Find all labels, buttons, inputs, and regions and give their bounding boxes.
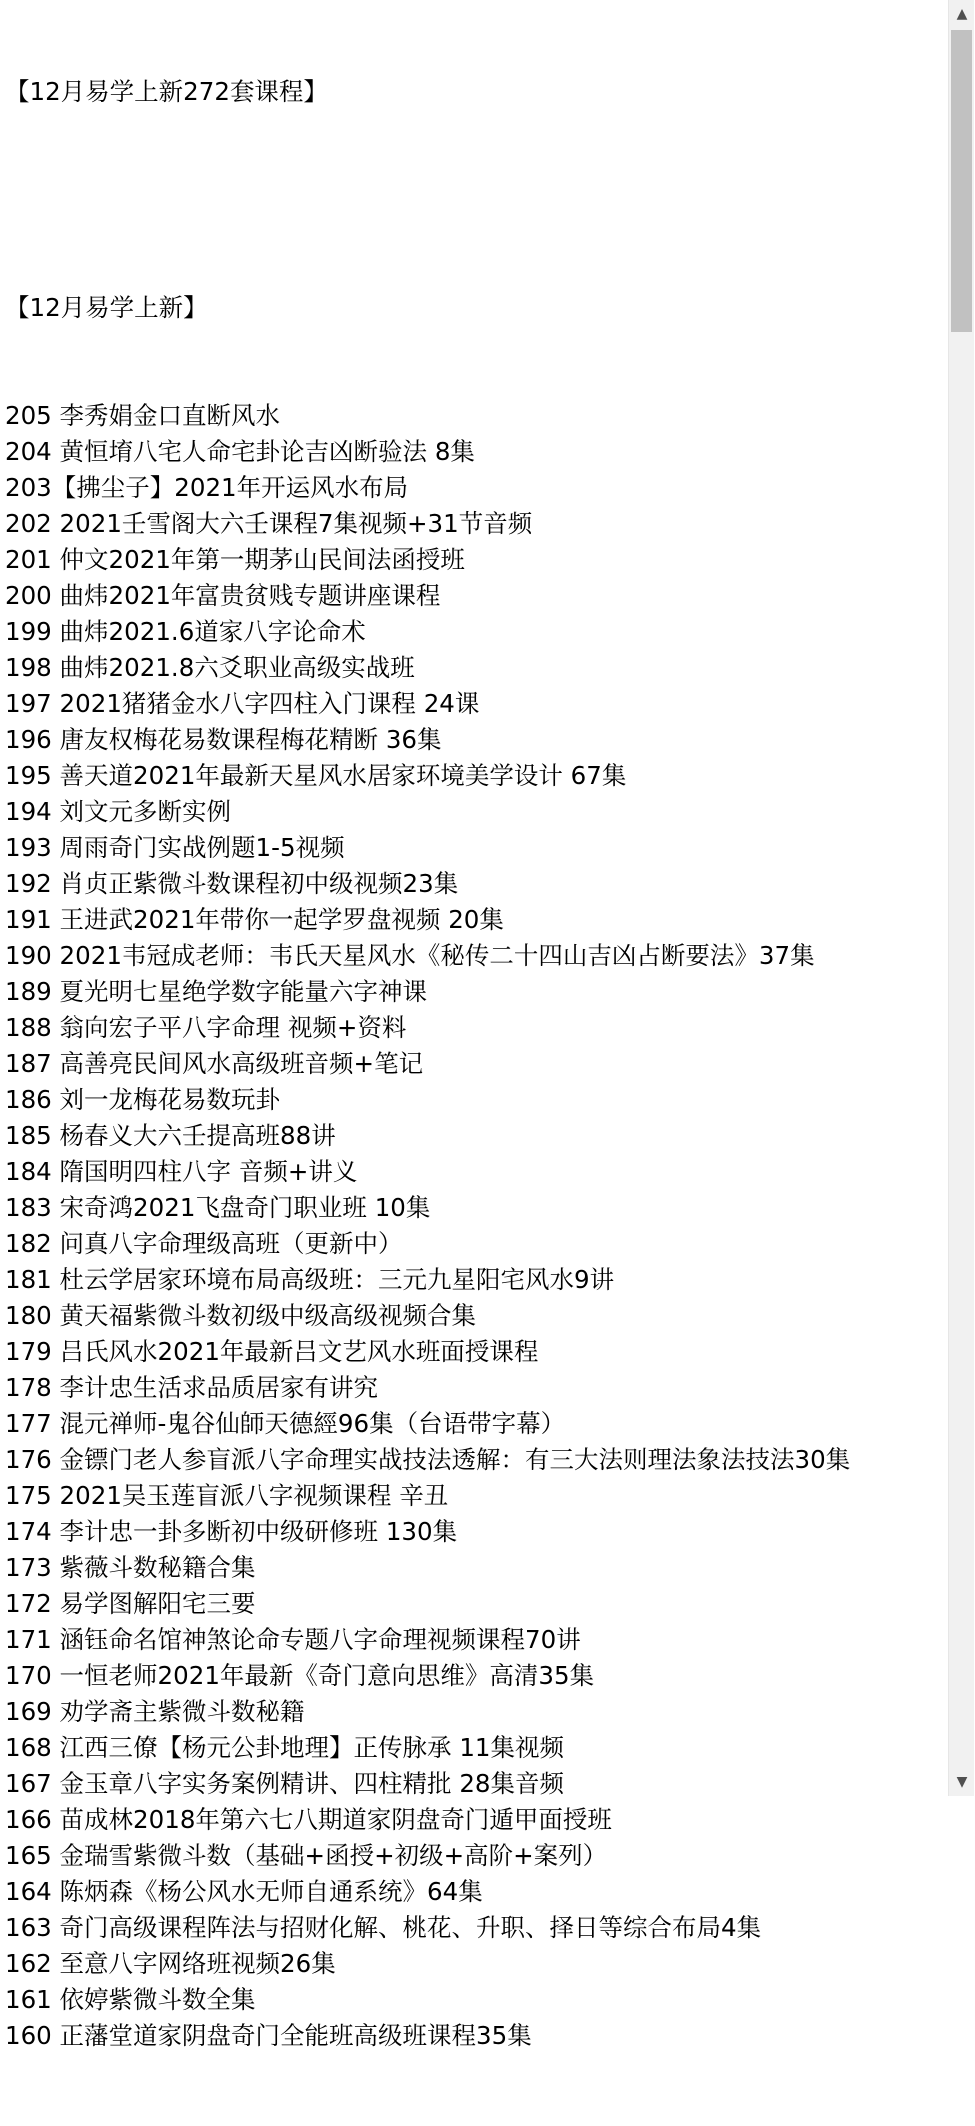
- course-line: 188 翁向宏子平八字命理 视频+资料: [5, 1013, 407, 1042]
- course-line: 193 周雨奇门实战例题1-5视频: [5, 833, 345, 862]
- course-line: 174 李计忠一卦多断初中级研修班 130集: [5, 1517, 458, 1546]
- course-line: 177 混元禅师-鬼谷仙師天德經96集（台语带字幕）: [5, 1409, 566, 1438]
- course-line: 184 隋国明四柱八字 音频+讲义: [5, 1157, 358, 1186]
- course-line: 180 黄天福紫微斗数初级中级高级视频合集: [5, 1301, 477, 1330]
- course-line: 164 陈炳森《杨公风水无师自通系统》64集: [5, 1877, 483, 1906]
- vertical-scrollbar[interactable]: [948, 0, 974, 1796]
- course-line: 173 紫薇斗数秘籍合集: [5, 1553, 256, 1582]
- course-line: 191 王进武2021年带你一起学罗盘视频 20集: [5, 905, 504, 934]
- course-line: 187 高善亮民间风水高级班音频+笔记: [5, 1049, 424, 1078]
- course-line: 169 劝学斋主紫微斗数秘籍: [5, 1697, 305, 1726]
- course-line: 172 易学图解阳宅三要: [5, 1589, 256, 1618]
- course-line: 185 杨春义大六壬提高班88讲: [5, 1121, 336, 1150]
- course-line: 194 刘文元多断实例: [5, 797, 232, 826]
- course-line: 192 肖贞正紫微斗数课程初中级视频23集: [5, 869, 459, 898]
- course-line: 201 仲文2021年第一期茅山民间法函授班: [5, 545, 465, 574]
- course-line: 183 宋奇鸿2021飞盘奇门职业班 10集: [5, 1193, 431, 1222]
- course-line: 167 金玉章八字实务案例精讲、四柱精批 28集音频: [5, 1769, 565, 1798]
- course-list-text: [5, 2, 910, 2126]
- course-line: 197 2021猪猪金水八字四柱入门课程 24课: [5, 689, 480, 718]
- course-line: 196 唐友权梅花易数课程梅花精断 36集: [5, 725, 442, 754]
- course-line: 179 吕氏风水2021年最新吕文艺风水班面授课程: [5, 1337, 539, 1366]
- blank-line: [5, 182, 910, 218]
- section-title: 【12月易学上新】: [5, 293, 208, 322]
- course-line: 176 金镖门老人参盲派八字命理实战技法透解：有三大法则理法象法技法30集: [5, 1445, 851, 1474]
- scroll-down-arrow-icon[interactable]: ▼: [956, 1774, 968, 1790]
- course-line: 175 2021吴玉莲盲派八字视频课程 辛丑: [5, 1481, 449, 1510]
- course-line: 182 问真八字命理级高班（更新中）: [5, 1229, 403, 1258]
- scroll-thumb[interactable]: [951, 30, 972, 332]
- course-line: 170 一恒老师2021年最新《奇门意向思维》高清35集: [5, 1661, 595, 1690]
- course-line: 190 2021韦冠成老师：韦氏天星风水《秘传二十四山吉凶占断要法》37集: [5, 941, 815, 970]
- course-line: 186 刘一龙梅花易数玩卦: [5, 1085, 281, 1114]
- course-line: 181 杜云学居家环境布局高级班：三元九星阳宅风水9讲: [5, 1265, 615, 1294]
- course-line: 199 曲炜2021.6道家八字论命术: [5, 617, 366, 646]
- course-line: 200 曲炜2021年富贵贫贱专题讲座课程: [5, 581, 441, 610]
- scroll-up-arrow-icon[interactable]: ▲: [956, 6, 968, 22]
- course-line: 161 依婷紫微斗数全集: [5, 1985, 256, 2014]
- course-line: 171 涵钰命名馆神煞论命专题八字命理视频课程70讲: [5, 1625, 581, 1654]
- course-line: 165 金瑞雪紫微斗数（基础+函授+初级+高阶+案列）: [5, 1841, 608, 1870]
- course-line: 204 黄恒堉八宅人命宅卦论吉凶断验法 8集: [5, 437, 475, 466]
- course-lines: [5, 398, 910, 2054]
- course-line: 205 李秀娟金口直断风水: [5, 401, 281, 430]
- course-line: 166 苗成林2018年第六七八期道家阴盘奇门遁甲面授班: [5, 1805, 612, 1834]
- course-line: 178 李计忠生活求品质居家有讲究: [5, 1373, 379, 1402]
- course-line: 195 善天道2021年最新天星风水居家环境美学设计 67集: [5, 761, 627, 790]
- course-line: 168 江西三僚【杨元公卦地理】正传脉承 11集视频: [5, 1733, 565, 1762]
- course-line: 203【拂尘子】2021年开运风水布局: [5, 473, 409, 502]
- course-line: 198 曲炜2021.8六爻职业高级实战班: [5, 653, 415, 682]
- course-line: 160 正藩堂道家阴盘奇门全能班高级班课程35集: [5, 2021, 532, 2050]
- document-header: 【12月易学上新272套课程】: [5, 77, 328, 106]
- course-line: 189 夏光明七星绝学数字能量六字神课: [5, 977, 428, 1006]
- course-line: 163 奇门高级课程阵法与招财化解、桃花、升职、择日等综合布局4集: [5, 1913, 762, 1942]
- course-line: 202 2021壬雪阁大六壬课程7集视频+31节音频: [5, 509, 533, 538]
- course-line: 162 至意八字网络班视频26集: [5, 1949, 336, 1978]
